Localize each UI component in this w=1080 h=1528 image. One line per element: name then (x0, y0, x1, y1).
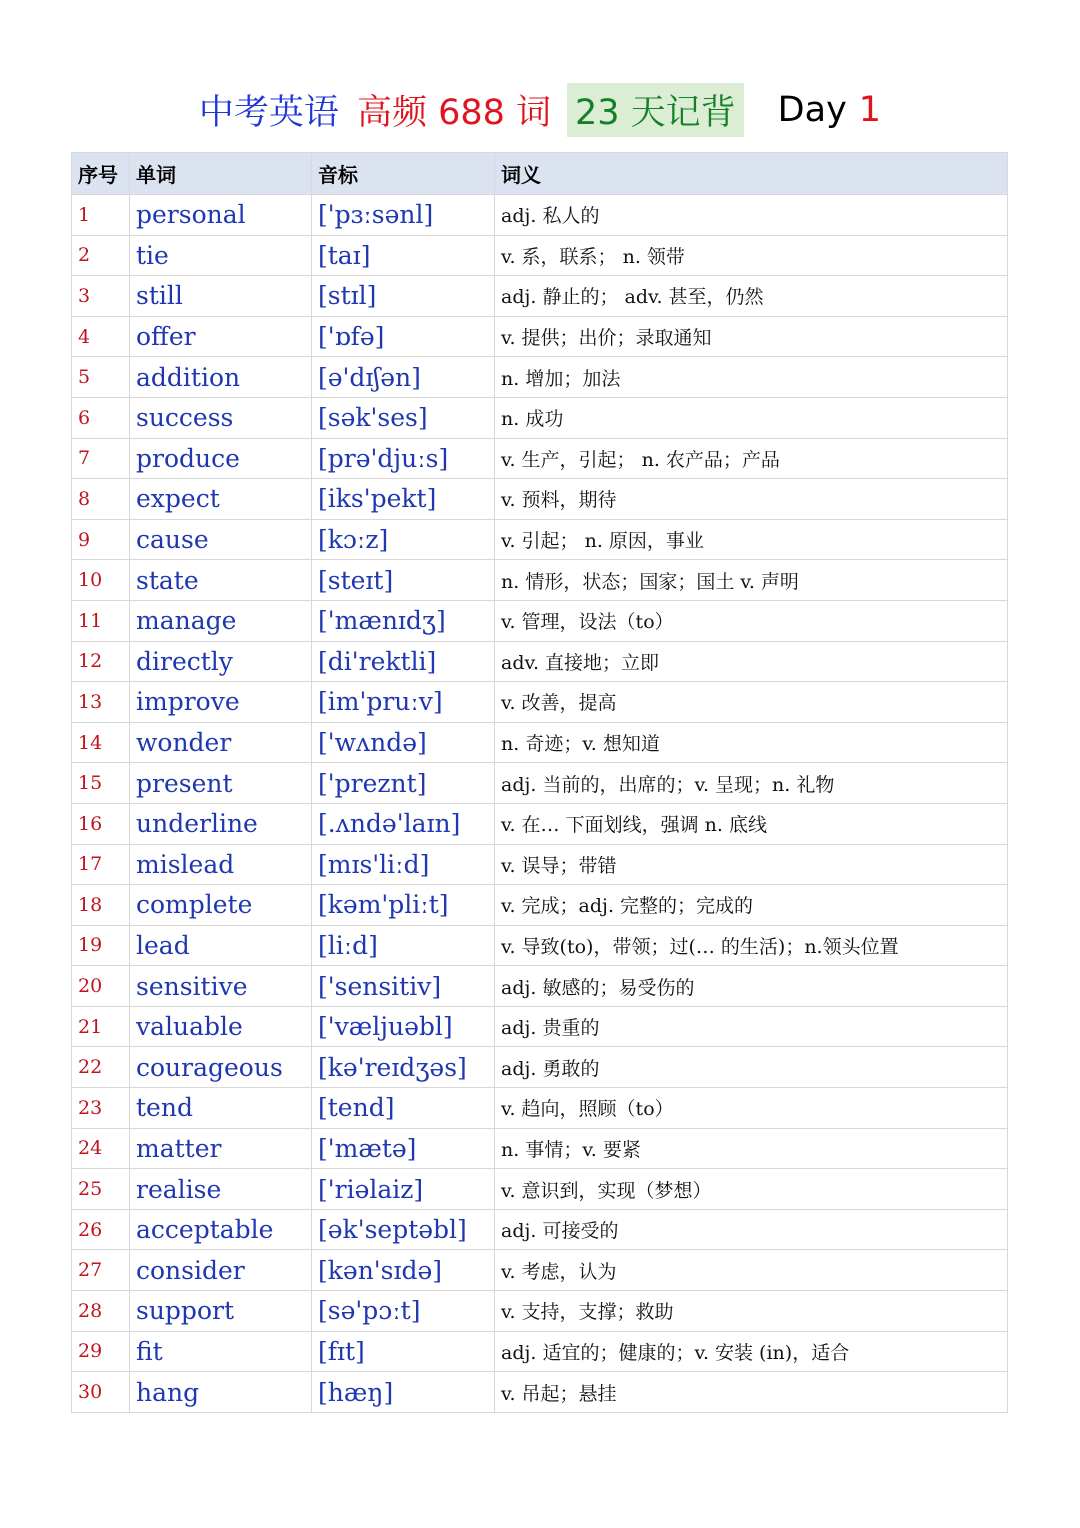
table-row (72, 966, 1008, 1007)
table-row (72, 682, 1008, 723)
row-word: underline (130, 803, 312, 844)
table-row (72, 438, 1008, 479)
row-word: personal (130, 195, 312, 236)
row-definition: v. 系，联系； n. 领带 (495, 235, 1008, 276)
row-phonetic: ['sensitiv] (312, 966, 495, 1007)
row-word: offer (130, 316, 312, 357)
row-definition: v. 吊起；悬挂 (495, 1372, 1008, 1413)
row-definition: v. 考虑，认为 (495, 1250, 1008, 1291)
title-day-label: Day (777, 90, 847, 130)
row-number: 30 (72, 1372, 130, 1413)
table-row (72, 722, 1008, 763)
row-phonetic: [kɔːz] (312, 519, 495, 560)
row-number: 17 (72, 844, 130, 885)
row-phonetic: [kə'reɪdʒəs] (312, 1047, 495, 1088)
row-number: 22 (72, 1047, 130, 1088)
row-word: cause (130, 519, 312, 560)
row-word: sensitive (130, 966, 312, 1007)
row-number: 6 (72, 397, 130, 438)
row-definition: adj. 适宜的；健康的；v. 安装 (in)，适合 (495, 1331, 1008, 1372)
row-phonetic: ['mætə] (312, 1128, 495, 1169)
row-number: 12 (72, 641, 130, 682)
row-definition: v. 生产，引起； n. 农产品；产品 (495, 438, 1008, 479)
table-row (72, 357, 1008, 398)
row-number: 15 (72, 763, 130, 804)
row-word: still (130, 276, 312, 317)
row-number: 24 (72, 1128, 130, 1169)
row-word: present (130, 763, 312, 804)
title-exam-name: 中考英语 (198, 93, 339, 133)
row-number: 13 (72, 682, 130, 723)
row-definition: n. 增加；加法 (495, 357, 1008, 398)
header-word: 单词 (130, 153, 312, 195)
row-phonetic: ['preznt] (312, 763, 495, 804)
row-phonetic: [liːd] (312, 925, 495, 966)
row-definition: v. 提供；出价；录取通知 (495, 316, 1008, 357)
row-phonetic: ['væljuəbl] (312, 1006, 495, 1047)
row-phonetic: ['wʌndə] (312, 722, 495, 763)
table-row (72, 1006, 1008, 1047)
row-word: acceptable (130, 1209, 312, 1250)
row-word: fit (130, 1331, 312, 1372)
table-row (72, 925, 1008, 966)
table-row (72, 1128, 1008, 1169)
title-day-number: 1 (858, 90, 882, 130)
row-phonetic: [fɪt] (312, 1331, 495, 1372)
row-word: lead (130, 925, 312, 966)
table-row (72, 560, 1008, 601)
row-definition: v. 预料，期待 (495, 479, 1008, 520)
row-definition: v. 完成；adj. 完整的；完成的 (495, 885, 1008, 926)
row-definition: v. 导致(to)，带领；过(… 的生活)；n.领头位置 (495, 925, 1008, 966)
row-word: realise (130, 1169, 312, 1210)
row-definition: n. 事情；v. 要紧 (495, 1128, 1008, 1169)
row-number: 19 (72, 925, 130, 966)
row-definition: adj. 可接受的 (495, 1209, 1008, 1250)
row-number: 11 (72, 600, 130, 641)
row-number: 23 (72, 1088, 130, 1129)
row-word: directly (130, 641, 312, 682)
row-number: 4 (72, 316, 130, 357)
row-definition: adj. 贵重的 (495, 1006, 1008, 1047)
row-word: improve (130, 682, 312, 723)
row-phonetic: [.ʌndə'laɪn] (312, 803, 495, 844)
title-duration: 23 天记背 (567, 83, 744, 137)
row-word: produce (130, 438, 312, 479)
table-row (72, 803, 1008, 844)
table-row (72, 276, 1008, 317)
table-row (72, 1250, 1008, 1291)
table-row (72, 1088, 1008, 1129)
table-row (72, 885, 1008, 926)
row-number: 1 (72, 195, 130, 236)
row-number: 16 (72, 803, 130, 844)
table-row (72, 1169, 1008, 1210)
row-phonetic: ['mænɪdʒ] (312, 600, 495, 641)
row-number: 20 (72, 966, 130, 1007)
row-phonetic: [ək'septəbl] (312, 1209, 495, 1250)
row-phonetic: [kən'sɪdə] (312, 1250, 495, 1291)
row-number: 5 (72, 357, 130, 398)
table-row (72, 1372, 1008, 1413)
row-definition: n. 奇迹；v. 想知道 (495, 722, 1008, 763)
row-word: addition (130, 357, 312, 398)
table-row (72, 316, 1008, 357)
row-definition: adj. 静止的； adv. 甚至，仍然 (495, 276, 1008, 317)
table-row (72, 1331, 1008, 1372)
row-phonetic: [im'pruːv] (312, 682, 495, 723)
row-phonetic: ['ɒfə] (312, 316, 495, 357)
row-definition: v. 误导；带错 (495, 844, 1008, 885)
table-row (72, 844, 1008, 885)
row-number: 18 (72, 885, 130, 926)
row-word: courageous (130, 1047, 312, 1088)
row-number: 9 (72, 519, 130, 560)
vocabulary-table (71, 152, 1008, 1413)
row-number: 14 (72, 722, 130, 763)
row-number: 10 (72, 560, 130, 601)
row-phonetic: [kəm'pliːt] (312, 885, 495, 926)
row-definition: v. 在… 下面划线，强调 n. 底线 (495, 803, 1008, 844)
row-definition: v. 管理，设法（to） (495, 600, 1008, 641)
row-phonetic: [taɪ] (312, 235, 495, 276)
table-row (72, 1047, 1008, 1088)
row-number: 26 (72, 1209, 130, 1250)
row-definition: v. 改善，提高 (495, 682, 1008, 723)
row-phonetic: [sək'ses] (312, 397, 495, 438)
table-row (72, 641, 1008, 682)
table-row (72, 763, 1008, 804)
table-row (72, 195, 1008, 236)
row-phonetic: [sə'pɔːt] (312, 1291, 495, 1332)
row-word: valuable (130, 1006, 312, 1047)
row-definition: n. 成功 (495, 397, 1008, 438)
table-header-row (72, 153, 1008, 195)
row-phonetic: [steɪt] (312, 560, 495, 601)
row-definition: adj. 当前的，出席的；v. 呈现；n. 礼物 (495, 763, 1008, 804)
row-word: tend (130, 1088, 312, 1129)
table-row (72, 479, 1008, 520)
row-number: 3 (72, 276, 130, 317)
row-word: manage (130, 600, 312, 641)
table-body (72, 195, 1008, 1413)
row-word: success (130, 397, 312, 438)
row-number: 21 (72, 1006, 130, 1047)
row-definition: v. 支持，支撑；救助 (495, 1291, 1008, 1332)
row-phonetic: [tend] (312, 1088, 495, 1129)
row-word: tie (130, 235, 312, 276)
row-number: 25 (72, 1169, 130, 1210)
page-title (0, 78, 1080, 142)
title-word-count: 高频 688 词 (356, 93, 551, 133)
table-row (72, 519, 1008, 560)
row-phonetic: [iks'pekt] (312, 479, 495, 520)
row-word: expect (130, 479, 312, 520)
row-phonetic: ['riəlaiz] (312, 1169, 495, 1210)
row-word: support (130, 1291, 312, 1332)
row-phonetic: [prə'djuːs] (312, 438, 495, 479)
row-phonetic: [mɪs'liːd] (312, 844, 495, 885)
row-word: wonder (130, 722, 312, 763)
row-definition: adj. 私人的 (495, 195, 1008, 236)
row-number: 27 (72, 1250, 130, 1291)
row-definition: adj. 勇敢的 (495, 1047, 1008, 1088)
row-definition: v. 趋向，照顾（to） (495, 1088, 1008, 1129)
row-phonetic: [stɪl] (312, 276, 495, 317)
row-word: complete (130, 885, 312, 926)
header-definition: 词义 (495, 153, 1008, 195)
table-row (72, 1291, 1008, 1332)
table-row (72, 1209, 1008, 1250)
row-word: matter (130, 1128, 312, 1169)
row-definition: adv. 直接地；立即 (495, 641, 1008, 682)
row-definition: v. 意识到，实现（梦想） (495, 1169, 1008, 1210)
row-number: 2 (72, 235, 130, 276)
row-number: 29 (72, 1331, 130, 1372)
row-word: consider (130, 1250, 312, 1291)
header-phonetic: 音标 (312, 153, 495, 195)
row-definition: adj. 敏感的；易受伤的 (495, 966, 1008, 1007)
row-definition: n. 情形，状态；国家；国土 v. 声明 (495, 560, 1008, 601)
header-number: 序号 (72, 153, 130, 195)
row-number: 28 (72, 1291, 130, 1332)
row-word: state (130, 560, 312, 601)
row-phonetic: [di'rektli] (312, 641, 495, 682)
table-row (72, 397, 1008, 438)
row-definition: v. 引起； n. 原因，事业 (495, 519, 1008, 560)
row-phonetic: ['pɜːsənl] (312, 195, 495, 236)
row-word: hang (130, 1372, 312, 1413)
row-number: 8 (72, 479, 130, 520)
row-phonetic: [hæŋ] (312, 1372, 495, 1413)
row-number: 7 (72, 438, 130, 479)
row-phonetic: [ə'dɪʃən] (312, 357, 495, 398)
table-row (72, 600, 1008, 641)
table-row (72, 235, 1008, 276)
row-word: mislead (130, 844, 312, 885)
